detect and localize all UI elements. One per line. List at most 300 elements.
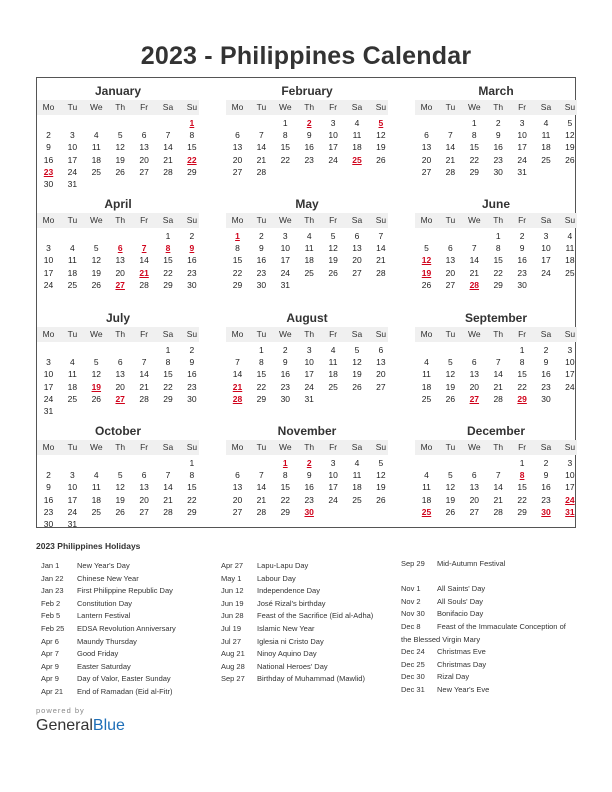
weekday-header [226, 327, 388, 342]
calendar-day: 2 [495, 118, 501, 128]
month-november [226, 418, 388, 531]
weekday-label: Sa [162, 442, 174, 452]
holiday-date-label: Nov 1 [401, 584, 421, 594]
calendar-day: 13 [139, 142, 149, 153]
holiday-name: Chinese New Year [77, 573, 139, 583]
month-october [37, 418, 199, 531]
holiday-date-label: Jun 19 [221, 598, 244, 608]
month-name: January [94, 84, 142, 98]
calendar-day: 29 [256, 393, 267, 404]
holiday-date-label: Jul 27 [221, 636, 242, 646]
calendar-day: 10 [565, 470, 575, 481]
calendar-day: 28 [493, 506, 503, 517]
month-february [226, 78, 388, 191]
calendar-day: 23 [517, 267, 527, 278]
weekday-label: Mo [42, 102, 55, 112]
calendar-day: 25 [328, 381, 338, 392]
calendar-day: 12 [91, 255, 102, 266]
calendar-day: 2 [259, 231, 264, 241]
calendar-day: 12 [445, 369, 456, 380]
calendar-day: 27 [469, 506, 480, 517]
calendar-day: 24 [280, 267, 291, 278]
weekday-label: We [89, 329, 103, 339]
weekday-label: Tu [67, 102, 78, 112]
calendar-day: 24 [565, 381, 575, 392]
calendar-day: 17 [328, 482, 338, 493]
calendar-day: 18 [67, 267, 78, 278]
holiday-name: EDSA Revolution Anniversary [77, 623, 176, 633]
calendar-day: 20 [232, 494, 243, 505]
weekday-label: Tu [67, 442, 78, 452]
month-name: September [464, 311, 528, 325]
calendar-day: 5 [117, 130, 123, 141]
calendar-day: 12 [376, 470, 386, 481]
calendar-day: 3 [306, 345, 312, 355]
calendar-day: 22 [256, 381, 267, 392]
weekday-label: We [467, 442, 481, 452]
weekday-label: Fr [329, 215, 338, 225]
weekday-label: We [467, 215, 481, 225]
calendar-day: 29 [517, 506, 527, 517]
calendar-day: 18 [328, 369, 338, 380]
calendar-day: 26 [115, 506, 125, 517]
weekday-label: Su [186, 215, 198, 225]
calendar-day: 23 [541, 494, 551, 505]
calendar-day: 4 [354, 118, 360, 128]
calendar-day: 14 [493, 369, 503, 380]
calendar-day: 15 [517, 482, 527, 493]
calendar-day: 18 [91, 494, 102, 505]
calendar-day: 31 [67, 519, 78, 529]
calendar-day: 15 [280, 482, 291, 493]
calendar-day: 31 [517, 166, 527, 177]
weekday-label: Fr [518, 215, 527, 225]
weekday-label: Fr [329, 102, 338, 112]
calendar-day: 16 [187, 369, 197, 380]
weekday-label: Su [375, 102, 387, 112]
calendar-day: 26 [115, 166, 125, 177]
holiday-date: 25 [421, 506, 432, 517]
calendar-day: 5 [117, 470, 123, 481]
weekday-label: Th [115, 329, 126, 339]
calendar-day: 22 [163, 381, 173, 392]
calendar-day: 11 [422, 369, 431, 380]
month-april [37, 191, 199, 304]
calendar-day: 17 [517, 142, 527, 153]
calendar-day: 5 [378, 458, 384, 468]
calendar-day: 15 [163, 255, 173, 266]
holiday-date-label: Apr 9 [41, 661, 59, 671]
calendar-day: 7 [141, 357, 147, 368]
holiday-name: Ninoy Aquino Day [257, 649, 317, 659]
calendar-day: 9 [495, 130, 501, 141]
calendar-day: 21 [493, 494, 503, 505]
calendar-day: 1 [189, 458, 195, 468]
holiday-name: the Blessed Virgin Mary [401, 634, 481, 644]
weekday-label: Fr [518, 329, 527, 339]
holiday-date-label: Aug 28 [221, 661, 245, 671]
holiday-name: Christmas Day [437, 659, 487, 669]
calendar-day: 21 [376, 255, 386, 266]
calendar-day: 9 [543, 470, 549, 481]
brand-logo[interactable] [36, 717, 125, 735]
calendar-grid [36, 77, 576, 528]
holiday-date: 28 [469, 279, 480, 290]
calendar-day: 18 [352, 142, 362, 153]
calendar-day: 7 [495, 357, 501, 368]
calendar-day: 30 [493, 166, 503, 177]
calendar-day: 23 [43, 506, 54, 517]
month-name: October [94, 424, 141, 438]
calendar-day: 16 [493, 142, 503, 153]
month-name: March [478, 84, 514, 98]
holiday-name: National Heroes' Day [257, 661, 328, 671]
calendar-day: 16 [304, 482, 314, 493]
calendar-day: 13 [232, 142, 243, 153]
calendar-day: 13 [115, 369, 125, 380]
calendar-day: 19 [91, 267, 102, 278]
calendar-day: 29 [187, 166, 197, 177]
calendar-day: 30 [517, 279, 527, 290]
calendar-day: 12 [115, 482, 125, 493]
weekday-label: Mo [420, 215, 433, 225]
holiday-name: José Rizal's birthday [257, 598, 326, 608]
calendar-day: 19 [376, 142, 386, 153]
weekday-label: We [278, 442, 292, 452]
calendar-day: 15 [517, 369, 527, 380]
calendar-day: 2 [46, 130, 51, 141]
weekday-label: Sa [540, 102, 552, 112]
holiday-date: 9 [189, 243, 195, 254]
calendar-day: 2 [519, 231, 525, 241]
calendar-day: 26 [421, 279, 432, 290]
calendar-day: 22 [280, 154, 291, 165]
calendar-day: 21 [469, 267, 480, 278]
calendar-day: 19 [445, 494, 456, 505]
calendar-day: 21 [163, 494, 173, 505]
calendar-day: 31 [67, 179, 78, 189]
weekday-label: Fr [140, 442, 149, 452]
calendar-day: 16 [280, 369, 291, 380]
calendar-day: 16 [541, 369, 551, 380]
calendar-day: 8 [495, 243, 501, 254]
weekday-label: Fr [140, 102, 149, 112]
holiday-date: 2 [306, 458, 312, 468]
calendar-day: 25 [67, 393, 78, 404]
calendar-day: 22 [232, 267, 243, 278]
weekday-label: Sa [540, 329, 552, 339]
calendar-day: 9 [189, 357, 195, 368]
weekday-label: Sa [351, 102, 363, 112]
weekday-label: Th [493, 102, 504, 112]
weekday-label: We [467, 329, 481, 339]
calendar-day: 24 [67, 166, 78, 177]
weekday-label: Tu [445, 329, 456, 339]
calendar-day: 20 [421, 154, 432, 165]
weekday-label: Tu [256, 329, 267, 339]
calendar-day: 25 [67, 279, 78, 290]
weekday-label: Su [564, 102, 576, 112]
calendar-day: 21 [256, 494, 267, 505]
weekday-header [226, 213, 388, 228]
weekday-label: Su [375, 442, 387, 452]
calendar-day: 29 [187, 506, 197, 517]
calendar-day: 27 [352, 267, 362, 278]
holiday-date: 5 [378, 118, 384, 128]
calendar-day: 17 [565, 482, 575, 493]
weekday-label: Mo [420, 102, 433, 112]
calendar-day: 8 [189, 470, 195, 481]
calendar-day: 15 [163, 369, 173, 380]
holiday-date: 21 [139, 267, 149, 278]
month-august [226, 305, 388, 418]
holiday-date-label: Dec 24 [401, 647, 425, 657]
calendar-day: 28 [256, 166, 267, 177]
calendar-day: 10 [67, 142, 78, 153]
holiday-date-label: Aug 21 [221, 649, 245, 659]
calendar-day: 5 [330, 231, 336, 241]
weekday-label: Su [375, 329, 387, 339]
holiday-date-label: Jan 1 [41, 561, 60, 570]
calendar-day: 14 [139, 255, 149, 266]
calendar-day: 18 [91, 154, 102, 165]
holiday-date-label: Jan 22 [41, 573, 64, 583]
calendar-day: 21 [163, 154, 173, 165]
calendar-day: 30 [187, 279, 197, 290]
holiday-date: 8 [165, 243, 171, 254]
calendar-day: 8 [189, 130, 195, 141]
calendar-day: 19 [565, 142, 575, 153]
holiday-name: Lapu-Lapu Day [257, 561, 309, 570]
holiday-date: 30 [541, 506, 551, 517]
calendar-day: 22 [163, 267, 173, 278]
calendar-day: 1 [519, 345, 525, 355]
weekday-label: Th [493, 329, 504, 339]
weekday-label: We [278, 102, 292, 112]
weekday-label: Th [304, 329, 315, 339]
holiday-date-label: May 1 [221, 573, 242, 583]
calendar-day: 7 [165, 130, 171, 141]
calendar-day: 7 [448, 130, 453, 141]
calendar-day: 28 [139, 393, 149, 404]
calendar-day: 11 [565, 243, 575, 254]
holiday-date-label: Apr 6 [41, 636, 59, 646]
calendar-day: 3 [46, 357, 51, 368]
holiday-name: New Year's Day [77, 561, 130, 570]
weekday-label: Sa [162, 102, 174, 112]
holiday-date-label: Jul 19 [221, 623, 242, 633]
calendar-day: 20 [469, 381, 480, 392]
calendar-day: 17 [43, 381, 54, 392]
calendar-day: 17 [67, 154, 78, 165]
weekday-label: Mo [420, 329, 433, 339]
calendar-day: 17 [280, 255, 291, 266]
calendar-day: 4 [306, 231, 312, 241]
holiday-date-label: Dec 25 [401, 659, 425, 669]
calendar-day: 14 [493, 482, 503, 493]
calendar-day: 19 [445, 381, 456, 392]
calendar-day: 22 [517, 494, 527, 505]
holiday-date: 28 [232, 393, 243, 404]
calendar-day: 9 [282, 357, 288, 368]
holiday-date-label: Apr 21 [41, 686, 64, 696]
holiday-date: 22 [187, 154, 197, 165]
calendar-day: 7 [259, 130, 264, 141]
calendar-day: 4 [70, 243, 75, 254]
holiday-name: Good Friday [77, 649, 119, 659]
weekday-label: Mo [42, 329, 55, 339]
calendar-day: 22 [493, 267, 503, 278]
month-december [415, 418, 577, 531]
calendar-day: 4 [70, 357, 75, 368]
calendar-day: 25 [91, 166, 102, 177]
calendar-day: 27 [445, 279, 456, 290]
calendar-day: 16 [541, 482, 551, 493]
month-july [37, 305, 199, 418]
calendar-day: 26 [91, 393, 102, 404]
calendar-day: 2 [189, 345, 195, 355]
weekday-header [415, 440, 577, 455]
calendar-day: 31 [280, 279, 291, 290]
calendar-day: 9 [46, 142, 51, 153]
calendar-day: 13 [376, 357, 386, 368]
holiday-date: 31 [565, 506, 575, 517]
holiday-date: 1 [235, 231, 240, 241]
calendar-day: 23 [541, 381, 551, 392]
weekday-label: Mo [231, 442, 244, 452]
calendar-day: 24 [328, 494, 338, 505]
calendar-day: 17 [565, 369, 575, 380]
holiday-name: Mid-Autumn Festival [437, 559, 506, 568]
calendar-day: 15 [232, 255, 243, 266]
holiday-date: 19 [91, 381, 102, 392]
calendar-day: 26 [328, 267, 338, 278]
calendar-day: 26 [352, 381, 362, 392]
calendar-day: 4 [93, 130, 99, 141]
weekday-label: Sa [162, 215, 174, 225]
weekday-label: Tu [256, 102, 267, 112]
weekday-label: Su [375, 215, 387, 225]
calendar-day: 8 [259, 357, 264, 368]
calendar-day: 20 [352, 255, 362, 266]
weekday-label: Th [304, 215, 315, 225]
calendar-day: 5 [448, 357, 453, 368]
calendar-day: 7 [378, 231, 384, 241]
calendar-day: 7 [165, 470, 171, 481]
weekday-label: Th [115, 442, 126, 452]
calendar-day: 18 [304, 255, 314, 266]
holiday-date: 27 [469, 393, 480, 404]
calendar-day: 31 [304, 393, 314, 404]
holiday-date-label: Apr 7 [41, 649, 59, 659]
calendar-day: 14 [256, 142, 267, 153]
holiday-date-label: Jan 23 [41, 586, 64, 596]
calendar-day: 20 [139, 154, 149, 165]
weekday-label: Su [186, 329, 198, 339]
calendar-day: 6 [448, 243, 453, 254]
weekday-label: Sa [351, 215, 363, 225]
calendar-day: 8 [282, 470, 288, 481]
calendar-day: 12 [115, 142, 125, 153]
calendar-day: 10 [541, 243, 551, 254]
calendar-day: 15 [256, 369, 267, 380]
calendar-day: 14 [163, 142, 173, 153]
calendar-day: 27 [376, 381, 386, 392]
calendar-day: 20 [115, 267, 125, 278]
month-name: July [105, 311, 130, 325]
holiday-date-label: Apr 9 [41, 674, 59, 684]
weekday-label: Tu [256, 442, 267, 452]
weekday-header [415, 100, 577, 115]
calendar-day: 17 [328, 142, 338, 153]
calendar-day: 6 [235, 130, 240, 141]
holiday-name: Labour Day [257, 573, 296, 583]
weekday-label: Mo [42, 442, 55, 452]
calendar-day: 6 [471, 470, 477, 481]
calendar-day: 30 [256, 279, 267, 290]
weekday-label: Sa [540, 215, 552, 225]
calendar-day: 7 [235, 357, 240, 368]
calendar-day: 14 [163, 482, 173, 493]
calendar-day: 2 [543, 458, 549, 468]
calendar-day: 7 [495, 470, 501, 481]
calendar-day: 4 [93, 470, 99, 481]
calendar-day: 10 [280, 243, 291, 254]
holiday-name: Day of Valor, Easter Sunday [77, 674, 171, 684]
weekday-label: Tu [256, 215, 267, 225]
weekday-label: Sa [351, 329, 363, 339]
calendar-day: 20 [115, 381, 125, 392]
holiday-date: 23 [43, 166, 54, 177]
calendar-day: 21 [139, 381, 149, 392]
holiday-name: Christmas Eve [437, 647, 486, 657]
weekday-label: Su [186, 442, 198, 452]
month-name: November [277, 424, 337, 438]
calendar-day: 12 [328, 243, 338, 254]
calendar-day: 16 [43, 154, 54, 165]
weekday-label: Su [564, 329, 576, 339]
calendar-day: 28 [376, 267, 386, 278]
calendar-day: 1 [165, 231, 171, 241]
calendar-day: 1 [495, 231, 501, 241]
calendar-day: 28 [163, 166, 173, 177]
holiday-name: End of Ramadan (Eid al-Fitr) [77, 686, 173, 696]
month-name: August [286, 311, 328, 325]
calendar-day: 28 [256, 506, 267, 517]
weekday-label: Tu [445, 215, 456, 225]
calendar-day: 6 [117, 357, 123, 368]
powered-by-label: powered by [36, 706, 85, 715]
holiday-date-label: Nov 2 [401, 596, 421, 606]
holiday-date: 25 [352, 154, 362, 165]
calendar-day: 29 [493, 279, 503, 290]
calendar-day: 6 [424, 130, 429, 141]
month-january [37, 78, 199, 191]
calendar-day: 12 [445, 482, 456, 493]
holiday-date: 21 [232, 381, 243, 392]
calendar-day: 12 [352, 357, 362, 368]
calendar-day: 5 [354, 345, 360, 355]
calendar-day: 21 [493, 381, 503, 392]
calendar-day: 28 [163, 506, 173, 517]
weekday-label: Fr [329, 329, 338, 339]
calendar-day: 13 [352, 243, 362, 254]
calendar-day: 23 [187, 381, 197, 392]
weekday-label: Th [304, 442, 315, 452]
calendar-day: 6 [354, 231, 360, 241]
calendar-day: 3 [70, 470, 75, 481]
month-march [415, 78, 577, 191]
